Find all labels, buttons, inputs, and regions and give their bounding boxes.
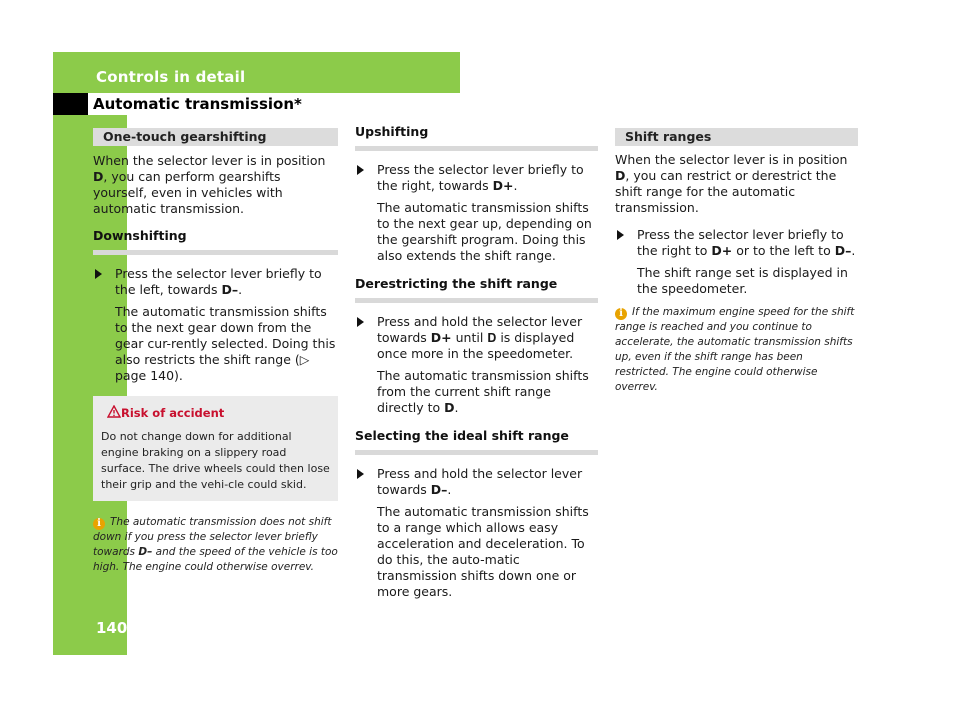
upshift-step bbox=[355, 162, 598, 194]
arrow-right-icon bbox=[95, 269, 102, 279]
heading-rule bbox=[93, 250, 338, 255]
note-bold: D– bbox=[138, 546, 153, 558]
step-target: D– bbox=[221, 282, 239, 297]
shift-ranges-heading: Shift ranges bbox=[615, 128, 858, 146]
arrow-right-icon bbox=[357, 165, 364, 175]
warning-title: Risk of accident bbox=[121, 406, 225, 420]
info-icon: i bbox=[93, 518, 105, 530]
step-text-mid: or to the left to bbox=[732, 243, 835, 258]
derestrict-step bbox=[355, 314, 598, 362]
upshifting-heading: Upshifting bbox=[355, 124, 429, 139]
step-target: D– bbox=[430, 482, 448, 497]
step-text-end: . bbox=[238, 282, 243, 297]
step-text: Press the selector lever briefly to the right, towards bbox=[377, 162, 584, 193]
step-text: Press the selector lever briefly to the right to bbox=[637, 227, 844, 258]
downshift-result bbox=[93, 304, 338, 384]
step-target-down: D– bbox=[834, 243, 852, 258]
intro-text-end: , you can restrict or derestrict the shift range for the automatic transmission. bbox=[615, 168, 837, 215]
shift-range-result: The shift range set is displayed in the speedometer. bbox=[637, 265, 848, 296]
heading-rule bbox=[355, 298, 598, 303]
ideal-step bbox=[355, 466, 598, 498]
step-text: Press the selector lever briefly to the left, towards bbox=[115, 266, 322, 297]
downshifting-heading: Downshifting bbox=[93, 228, 187, 243]
result-text-end: . bbox=[454, 400, 459, 415]
result-text: The automatic transmission shifts to the next gear down from the gear cur-rently selected. Doing this also restricts the shift range ( bbox=[115, 304, 336, 367]
note-text-end: and the speed of the vehicle is too high. The engine could otherwise overrev. bbox=[93, 546, 338, 573]
intro-paragraph bbox=[93, 153, 338, 217]
one-touch-heading: One-touch gearshifting bbox=[93, 128, 338, 146]
step-target: D+ bbox=[492, 178, 514, 193]
section-title: Controls in detail bbox=[96, 68, 246, 86]
page-number: 140 bbox=[96, 619, 128, 637]
column-two bbox=[355, 124, 598, 600]
info-note bbox=[615, 305, 858, 395]
intro-position: D bbox=[93, 169, 104, 184]
result-target: D bbox=[444, 400, 455, 415]
step-text: Press and hold the selector lever towards bbox=[377, 466, 583, 497]
ideal-range-heading: Selecting the ideal shift range bbox=[355, 428, 569, 443]
result-text: The automatic transmission shifts from the current shift range directly to bbox=[377, 368, 589, 415]
intro-position: D bbox=[615, 168, 626, 183]
downshift-step bbox=[93, 266, 338, 298]
column-three bbox=[615, 128, 858, 395]
step-text: Press and hold the selector lever towards bbox=[377, 314, 583, 345]
step-text-mid: until bbox=[451, 330, 488, 345]
step-text-end: . bbox=[851, 243, 856, 258]
note-text: The automatic transmission does not shift down if you press the selector lever briefly towards bbox=[93, 516, 332, 558]
note-text: If the maximum engine speed for the shift range is reached and you continue to accelerate, the automatic transmission shifts up, even if the shift range has been restricted. The engine could otherwise overrev. bbox=[615, 306, 855, 393]
page-reference: ▷ page 140). bbox=[115, 352, 310, 383]
derestrict-result bbox=[355, 368, 598, 416]
step-text-end: . bbox=[447, 482, 452, 497]
warning-triangle-icon bbox=[107, 405, 121, 418]
intro-text-end: , you can perform gearshifts yourself, even in vehicles with automatic transmission. bbox=[93, 169, 283, 216]
intro-paragraph bbox=[615, 152, 858, 216]
derestricting-heading: Derestricting the shift range bbox=[355, 276, 558, 291]
warning-box bbox=[93, 396, 338, 501]
step-target-up: D+ bbox=[711, 243, 733, 258]
arrow-right-icon bbox=[617, 230, 624, 240]
step-target: D+ bbox=[430, 330, 452, 345]
warning-text: Do not change down for additional engine braking on a slippery road surface. The drive wheels could then lose their grip and the vehi-cle could skid. bbox=[101, 430, 330, 491]
ideal-result: The automatic transmission shifts to a range which allows easy acceleration and deceleration. To do this, the auto-matic transmission shifts down one or more gears. bbox=[377, 504, 589, 599]
intro-text: When the selector lever is in position bbox=[615, 152, 848, 167]
heading-marker bbox=[53, 93, 88, 115]
intro-text: When the selector lever is in position bbox=[93, 153, 326, 168]
upshift-result: The automatic transmission shifts to the next gear up, depending on the gearshift program. Doing this also extends the shift range. bbox=[377, 200, 592, 263]
heading-rule bbox=[355, 146, 598, 151]
arrow-right-icon bbox=[357, 469, 364, 479]
step-text-end: . bbox=[513, 178, 518, 193]
column-one bbox=[93, 128, 338, 575]
info-icon: i bbox=[615, 308, 627, 320]
warning-header bbox=[101, 405, 330, 423]
heading-rule bbox=[355, 450, 598, 455]
drive-symbol: 𝐃 bbox=[487, 330, 497, 345]
page-heading: Automatic transmission* bbox=[93, 95, 302, 113]
shift-range-step bbox=[615, 227, 858, 259]
step-text-end: is displayed once more in the speedometer. bbox=[377, 330, 575, 361]
arrow-right-icon bbox=[357, 317, 364, 327]
info-note bbox=[93, 515, 338, 575]
